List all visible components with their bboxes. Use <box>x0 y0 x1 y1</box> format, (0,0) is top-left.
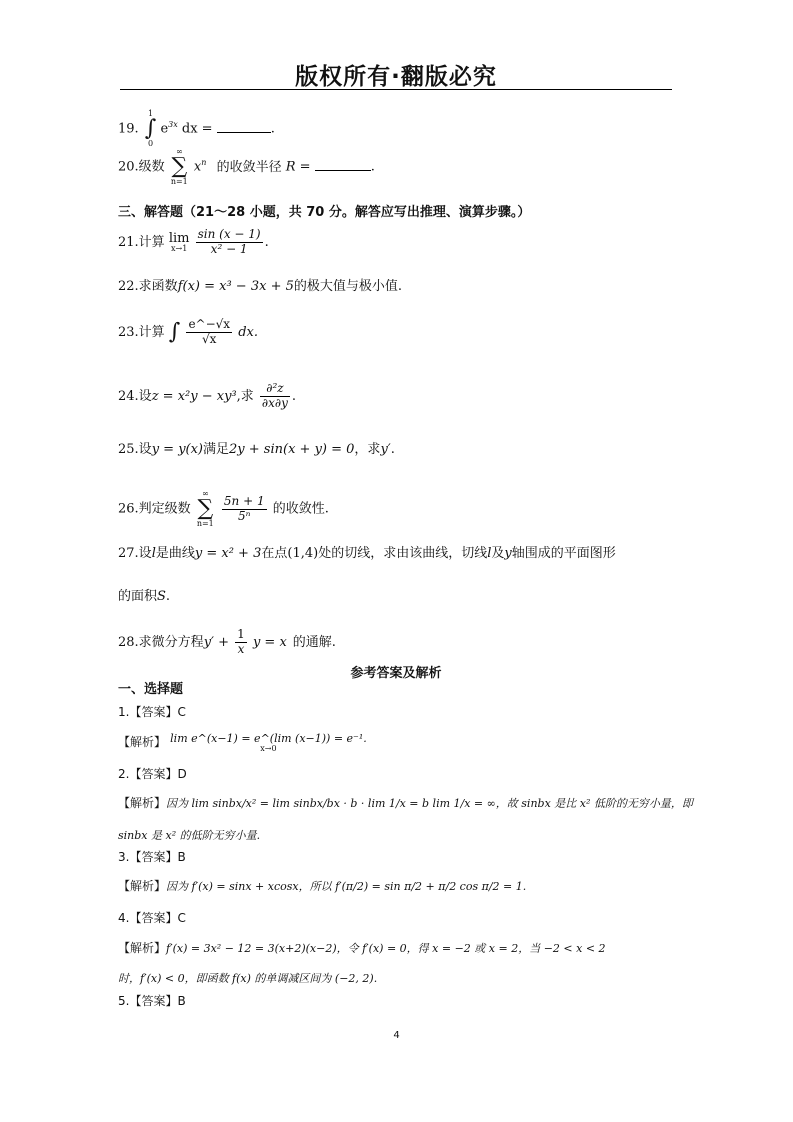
answer-4-explanation-line-2: 时，f′(x) < 0，即函数 f(x) 的单调减区间为 (−2, 2). <box>118 972 378 985</box>
page-number: 4 <box>393 1030 400 1041</box>
fraction-28: $\frac{1}{x}$ <box>237 627 245 656</box>
answers-title: 参考答案及解析 <box>350 666 442 681</box>
question-26: 26.判定级数 ∞ ∑ n=1 $\frac{5n + 1}{\text{5ⁿ}}$ 的收敛性. <box>118 489 329 528</box>
integral-sign: ∫ <box>168 319 181 345</box>
answer-1-explanation: 【解析】 lim e^(x−1) = e^(lim (x−1)) = e⁻¹. x→0 <box>118 732 367 753</box>
answer-5-label: 5.【答案】B <box>118 994 186 1008</box>
sum-sign: ∞ ∑ n=1 <box>170 147 188 186</box>
answer-2-explanation-line-2: sinbx 是 x² 的低阶无穷小量. <box>118 829 261 842</box>
question-27-line-2: 的面积S. <box>118 589 171 604</box>
question-24: 24.设z = x²y − xy³,求 $\frac{\text{∂²z}}{\partial x\partial y}$ . <box>118 381 297 410</box>
fraction-23: $\frac{e\^{}-√x}{√x}$ <box>188 317 231 346</box>
question-22: 22.求函数f(x) = x³ − 3x + 5的极大值与极小值. <box>118 279 403 294</box>
integral-sign: 1 ∫ 0 <box>144 109 157 148</box>
question-28: 28.求微分方程y′ + $\frac{1}{x}$ y = x 的通解. <box>118 627 336 656</box>
answer-blank-19 <box>217 132 271 133</box>
question-20: 20.级数 ∞ ∑ n=1 $x^n$ 的收敛半径 R = . <box>118 147 375 186</box>
question-25: 25.设y = y(x)满足2y + sin(x + y) = 0，求y′. <box>118 442 395 457</box>
question-23: 23.计算 ∫ $\frac{e\^{}-√x}{√x}$ dx. <box>118 317 258 346</box>
fraction-26: $\frac{5n + 1}{\text{5ⁿ}}$ <box>223 493 265 523</box>
answer-2-explanation: 【解析】因为 lim sinbx/x² = lim sinbx/bx · b · lim 1/x = b lim 1/x = ∞，故 sinbx 是比 x² 低阶的无穷小量，即 <box>118 796 693 810</box>
page-header-title: 版权所有·翻版必究 <box>295 64 497 90</box>
header-rule <box>120 89 672 90</box>
question-21: 21.计算 lim x→1 $\frac{\sin (x - 1)}{\text{x² − 1}}$ . <box>118 227 269 256</box>
question-19: 19. 1 ∫ 0 $e^{3x}$ dx = . <box>118 109 275 148</box>
fraction-21: $\frac{\sin (x - 1)}{\text{x² − 1}}$ <box>197 227 261 256</box>
fraction-24: $\frac{\text{∂²z}}{\partial x\partial y}$ <box>261 381 288 410</box>
section-1-title: 一、选择题 <box>118 682 184 697</box>
section-3-title: 三、解答题（21～28 小题，共 70 分。解答应写出推理、演算步骤。） <box>118 205 531 220</box>
answer-2-label: 2.【答案】D <box>118 767 187 781</box>
answer-3-explanation: 【解析】因为 f′(x) = sinx + xcosx，所以 f′(π/2) = sin π/2 + π/2 cos π/2 = 1. <box>118 879 527 893</box>
answer-blank-20 <box>315 170 371 171</box>
sum-sign: ∞ ∑ n=1 <box>196 489 214 528</box>
answer-4-label: 4.【答案】C <box>118 911 186 925</box>
answer-1-label: 1.【答案】C <box>118 705 186 719</box>
question-27-line-1: 27.设l是曲线y = x² + 3在点(1,4)处的切线，求由该曲线，切线l及y轴围成的平面图形 <box>118 546 616 561</box>
answer-4-explanation: 【解析】f′(x) = 3x² − 12 = 3(x+2)(x−2)，令 f′(x) = 0，得 x = −2 或 x = 2，当 −2 < x < 2 <box>118 941 606 955</box>
answer-3-label: 3.【答案】B <box>118 850 186 864</box>
